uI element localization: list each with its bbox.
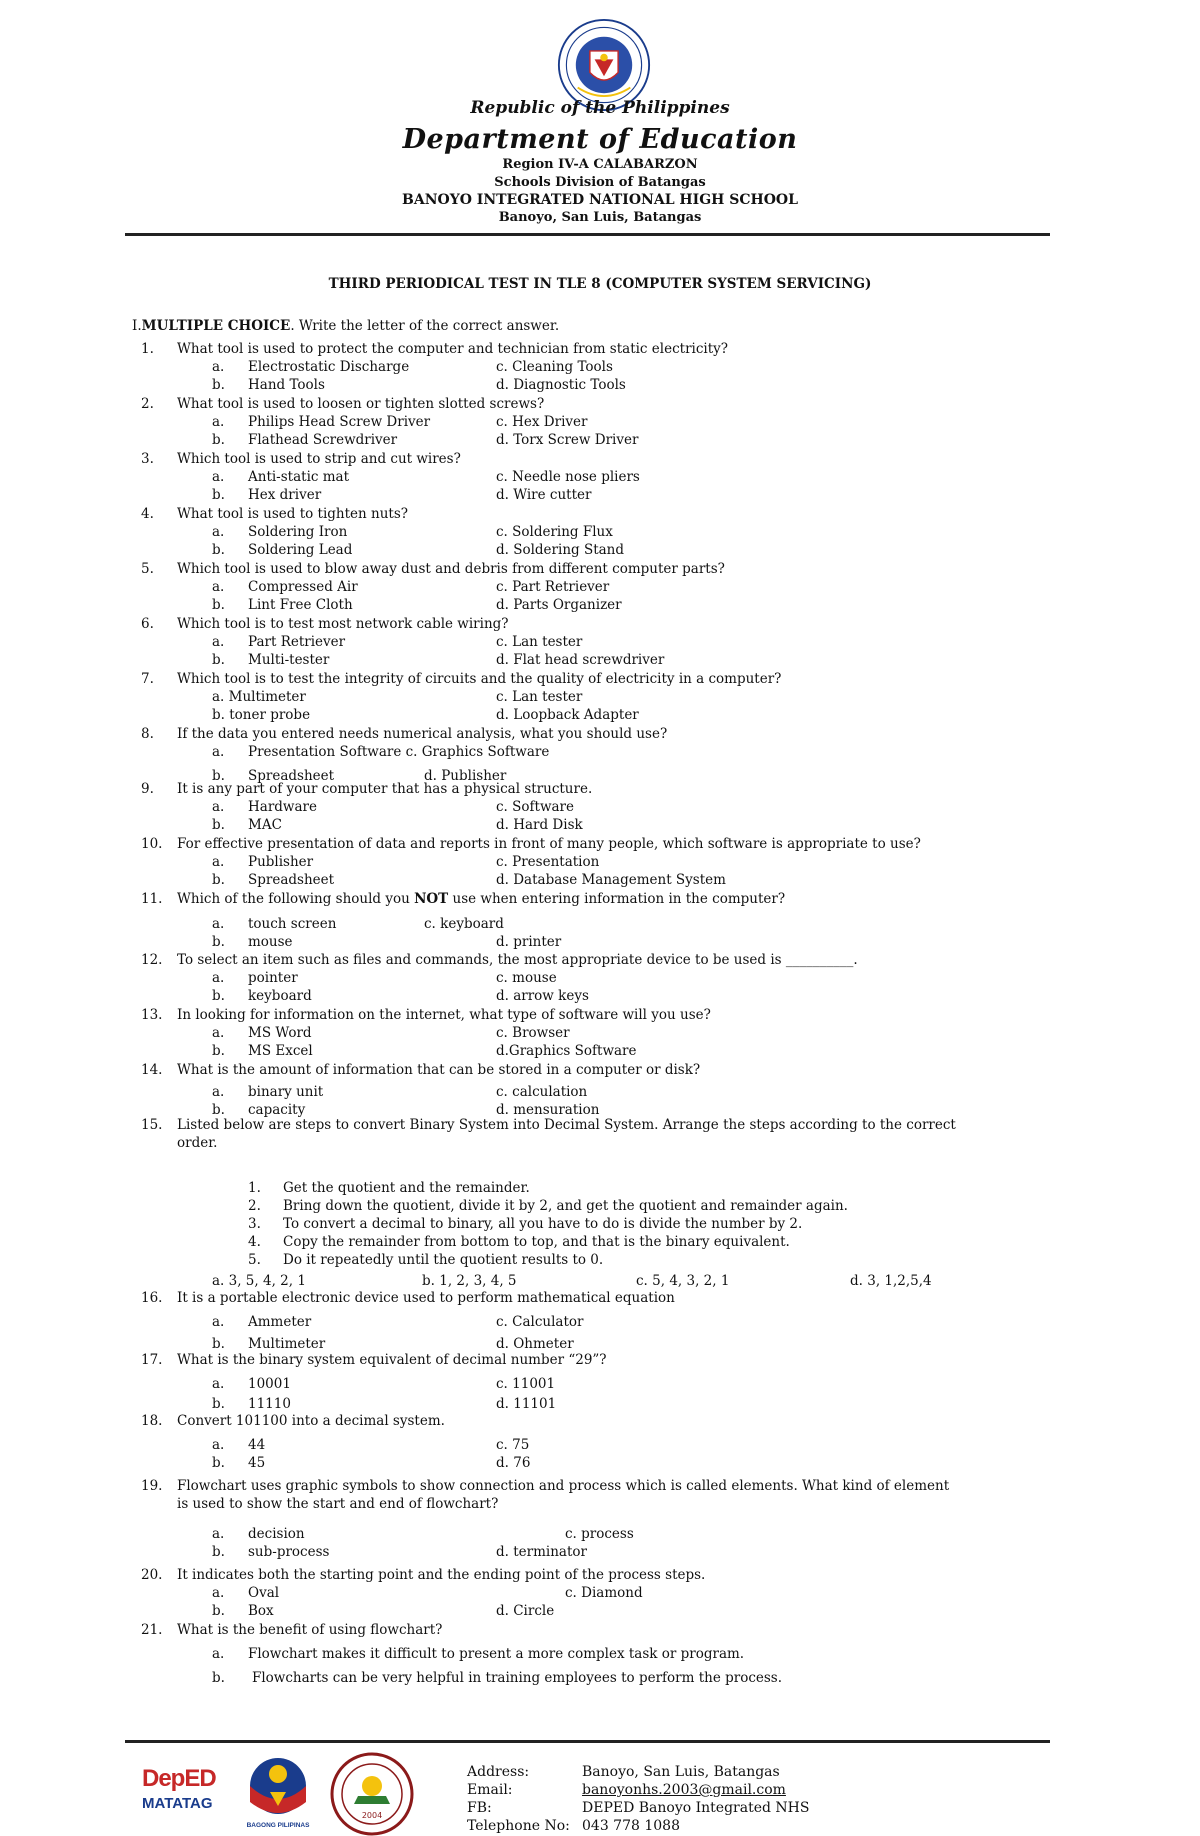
option-letter: a. Multimeter	[212, 689, 306, 705]
option-text: Soldering Iron	[248, 524, 348, 540]
option-letter: b.	[212, 1396, 225, 1412]
option-text: d. arrow keys	[496, 988, 589, 1004]
option-text: sub-process	[248, 1544, 330, 1560]
option-text: Multimeter	[248, 1336, 326, 1352]
question-text: It indicates both the starting point and the ending point of the process steps.	[177, 1567, 706, 1583]
option-letter: b.	[212, 768, 225, 784]
option-letter: b. toner probe	[212, 707, 311, 723]
footer-fb-label: FB:	[467, 1800, 492, 1816]
option-letter: a.	[212, 1646, 225, 1662]
question-text: For effective presentation of data and reports in front of many people, which software is appropriate to use?	[177, 836, 921, 852]
question-text: What is the amount of information that can be stored in a computer or disk?	[177, 1062, 701, 1078]
option-text: Hardware	[248, 799, 317, 815]
option-text: c. Lan tester	[496, 689, 583, 705]
option-text: Soldering Lead	[248, 542, 353, 558]
question-text: In looking for information on the internet, what type of software will you use?	[177, 1007, 711, 1023]
answer-choice: a. 3, 5, 4, 2, 1	[212, 1273, 306, 1289]
question-number: 4.	[141, 506, 154, 522]
option-text: MS Word	[248, 1025, 312, 1041]
question-text: What is the benefit of using flowchart?	[177, 1622, 443, 1638]
step-number: 4.	[248, 1234, 261, 1250]
school-address: Banoyo, San Luis, Batangas	[498, 210, 702, 225]
question-text: Which tool is used to strip and cut wires?	[177, 451, 461, 467]
step-number: 3.	[248, 1216, 261, 1232]
option-letter: a.	[212, 1084, 225, 1100]
option-text: Multi-tester	[248, 652, 330, 668]
option-text: binary unit	[248, 1084, 324, 1100]
option-text: Ammeter	[248, 1314, 312, 1330]
option-letter: b.	[212, 1043, 225, 1059]
section-instruction-text: . Write the letter of the correct answer.	[290, 318, 560, 334]
option-text: 45	[248, 1455, 266, 1471]
question-number: 10.	[141, 836, 163, 852]
option-letter: a.	[212, 1376, 225, 1392]
option-text: d. Hard Disk	[496, 817, 583, 833]
option-letter: a.	[212, 1025, 225, 1041]
question-text-continued: is used to show the start and end of flowchart?	[177, 1496, 499, 1512]
option-letter: a.	[212, 1585, 225, 1601]
option-text: d. Ohmeter	[496, 1336, 574, 1352]
question-number: 11.	[141, 891, 163, 907]
option-text: Compressed Air	[248, 579, 358, 595]
option-text: Spreadsheet	[248, 768, 335, 784]
option-text: d. Parts Organizer	[496, 597, 622, 613]
option-text: c. Calculator	[496, 1314, 584, 1330]
option-text: c. Lan tester	[496, 634, 583, 650]
option-letter: a.	[212, 1314, 225, 1330]
option-text: c. Cleaning Tools	[496, 359, 613, 375]
school-name: BANOYO INTEGRATED NATIONAL HIGH SCHOOL	[402, 192, 798, 208]
step-number: 1.	[248, 1180, 261, 1196]
option-text: d. Wire cutter	[496, 487, 592, 503]
option-letter: a.	[212, 359, 225, 375]
option-letter: b.	[212, 377, 225, 393]
question-text: What tool is used to protect the computer and technician from static electricity?	[177, 341, 729, 357]
option-letter: a.	[212, 854, 225, 870]
option-text: Hand Tools	[248, 377, 325, 393]
question-number: 3.	[141, 451, 154, 467]
option-text: c. Hex Driver	[496, 414, 588, 430]
section-instructions	[132, 318, 559, 334]
option-text: capacity	[248, 1102, 306, 1118]
question-text-continued: order.	[177, 1135, 218, 1151]
answer-choice: b. 1, 2, 3, 4, 5	[422, 1273, 517, 1289]
option-text: Flathead Screwdriver	[248, 432, 398, 448]
footer-phone-value: 043 778 1088	[582, 1818, 680, 1834]
option-text: Spreadsheet	[248, 872, 335, 888]
answer-choice: c. 5, 4, 3, 2, 1	[636, 1273, 730, 1289]
bagong-pilipinas-logo	[240, 1752, 316, 1830]
region-heading: Region IV-A CALABARZON	[502, 157, 698, 172]
option-letter: b.	[212, 1102, 225, 1118]
option-letter: a.	[212, 744, 225, 760]
option-letter: b.	[212, 1455, 225, 1471]
option-text: 10001	[248, 1376, 291, 1392]
option-letter: b.	[212, 934, 225, 950]
footer-email-link[interactable]: banoyonhs.2003@gmail.com	[582, 1782, 786, 1798]
question-text-emphasis: NOT	[414, 891, 449, 907]
option-text: Hex driver	[248, 487, 322, 503]
question-text: To select an item such as files and commands, the most appropriate device to be used is __________.	[177, 952, 858, 968]
option-letter: a.	[212, 916, 225, 932]
section-heading: MULTIPLE CHOICE	[141, 318, 291, 334]
option-text: d. 11101	[496, 1396, 557, 1412]
question-text: Convert 101100 into a decimal system.	[177, 1413, 445, 1429]
option-letter: b.	[212, 1603, 225, 1619]
department-heading: Department of Education	[402, 124, 798, 155]
question-text: What is the binary system equivalent of decimal number “29”?	[177, 1352, 607, 1368]
republic-heading: Republic of the Philippines	[470, 98, 730, 118]
option-text: c. keyboard	[424, 916, 504, 932]
option-text: d. Database Management System	[496, 872, 726, 888]
option-text: keyboard	[248, 988, 312, 1004]
step-text: Copy the remainder from bottom to top, and that is the binary equivalent.	[283, 1234, 790, 1250]
option-text: c. mouse	[496, 970, 557, 986]
step-number: 5.	[248, 1252, 261, 1268]
question-text: If the data you entered needs numerical analysis, what you should use?	[177, 726, 668, 742]
question-number: 12.	[141, 952, 163, 968]
option-text: d.Graphics Software	[496, 1043, 637, 1059]
option-text: d. printer	[496, 934, 562, 950]
option-letter: a.	[212, 970, 225, 986]
deped-logo-text: DepED	[142, 1765, 216, 1792]
question-text: Which tool is used to blow away dust and debris from different computer parts?	[177, 561, 725, 577]
footer-email-label: Email:	[467, 1782, 513, 1798]
question-text: Which tool is to test the integrity of circuits and the quality of electricity in a computer?	[177, 671, 782, 687]
question-text: It is any part of your computer that has a physical structure.	[177, 781, 593, 797]
option-text: 11110	[248, 1396, 291, 1412]
division-heading: Schools Division of Batangas	[494, 175, 706, 190]
option-text: Philips Head Screw Driver	[248, 414, 431, 430]
option-letter: a.	[212, 469, 225, 485]
option-letter: a.	[212, 524, 225, 540]
option-text: c. Presentation	[496, 854, 600, 870]
option-text: Box	[248, 1603, 274, 1619]
option-letter: b.	[212, 817, 225, 833]
option-text: c. Part Retriever	[496, 579, 610, 595]
option-text: d. 76	[496, 1455, 531, 1471]
question-number: 18.	[141, 1413, 163, 1429]
option-letter: a.	[212, 579, 225, 595]
option-text: Anti-static mat	[248, 469, 350, 485]
option-text: c. Soldering Flux	[496, 524, 613, 540]
step-text: Get the quotient and the remainder.	[283, 1180, 530, 1196]
option-text: Flowcharts can be very helpful in training employees to perform the process.	[252, 1670, 783, 1686]
option-text: Presentation Software c. Graphics Software	[248, 744, 550, 760]
option-letter: a.	[212, 799, 225, 815]
option-text: d. Loopback Adapter	[496, 707, 639, 723]
option-text: c. Browser	[496, 1025, 570, 1041]
question-number: 15.	[141, 1117, 163, 1133]
footer-address-label: Address:	[467, 1764, 530, 1780]
question-number: 1.	[141, 341, 154, 357]
step-text: Bring down the quotient, divide it by 2, and get the quotient and remainder again.	[283, 1198, 848, 1214]
deped-matatag-logo	[142, 1765, 224, 1825]
question-number: 9.	[141, 781, 154, 797]
option-letter: b.	[212, 1670, 225, 1686]
option-letter: b.	[212, 1336, 225, 1352]
option-text: decision	[248, 1526, 305, 1542]
matatag-text: MATATAG	[142, 1795, 213, 1812]
question-text: It is a portable electronic device used to perform mathematical equation	[177, 1290, 675, 1306]
option-text: d. Circle	[496, 1603, 555, 1619]
option-text: Oval	[248, 1585, 280, 1601]
question-number: 20.	[141, 1567, 163, 1583]
option-text: c. Needle nose pliers	[496, 469, 640, 485]
question-text: What tool is used to loosen or tighten slotted screws?	[177, 396, 545, 412]
option-letter: b.	[212, 487, 225, 503]
question-number: 6.	[141, 616, 154, 632]
option-text: Electrostatic Discharge	[248, 359, 410, 375]
question-number: 2.	[141, 396, 154, 412]
option-text: d. Diagnostic Tools	[496, 377, 626, 393]
option-text: c. 75	[496, 1437, 530, 1453]
question-text: What tool is used to tighten nuts?	[177, 506, 409, 522]
step-number: 2.	[248, 1198, 261, 1214]
school-seal-year: 2004	[361, 1811, 383, 1820]
option-text: d. mensuration	[496, 1102, 600, 1118]
option-letter: a.	[212, 1526, 225, 1542]
question-text-post: use when entering information in the computer?	[448, 891, 786, 907]
question-text-pre: Which of the following should you	[177, 891, 415, 907]
option-letter: b.	[212, 988, 225, 1004]
option-letter: b.	[212, 597, 225, 613]
option-text: d. Publisher	[424, 768, 507, 784]
question-number: 13.	[141, 1007, 163, 1023]
question-number: 5.	[141, 561, 154, 577]
question-text: Which tool is to test most network cable wiring?	[177, 616, 509, 632]
test-title: THIRD PERIODICAL TEST IN TLE 8 (COMPUTER SYSTEM SERVICING)	[328, 276, 872, 292]
question-number: 14.	[141, 1062, 163, 1078]
option-text: c. Software	[496, 799, 574, 815]
option-letter: b.	[212, 872, 225, 888]
question-text: Flowchart uses graphic symbols to show connection and process which is called elements. What kind of element	[177, 1478, 950, 1494]
option-text: c. calculation	[496, 1084, 588, 1100]
option-text: Lint Free Cloth	[248, 597, 353, 613]
option-text: touch screen	[248, 916, 337, 932]
step-text: To convert a decimal to binary, all you have to do is divide the number by 2.	[283, 1216, 803, 1232]
question-number: 21.	[141, 1622, 163, 1638]
option-letter: a.	[212, 414, 225, 430]
option-text: Part Retriever	[248, 634, 346, 650]
option-text: MS Excel	[248, 1043, 313, 1059]
option-text: MAC	[248, 817, 282, 833]
header-rule	[125, 233, 1050, 236]
bagong-text: BAGONG PILIPINAS	[246, 1822, 310, 1829]
option-letter: b.	[212, 542, 225, 558]
option-text: 44	[248, 1437, 266, 1453]
option-text: c. 11001	[496, 1376, 556, 1392]
option-text: Flowchart makes it difficult to present a more complex task or program.	[248, 1646, 745, 1662]
question-number: 7.	[141, 671, 154, 687]
option-text: d. Torx Screw Driver	[496, 432, 639, 448]
option-text: pointer	[248, 970, 298, 986]
option-text: c. process	[565, 1526, 634, 1542]
option-letter: a.	[212, 634, 225, 650]
option-letter: b.	[212, 652, 225, 668]
question-text: Listed below are steps to convert Binary System into Decimal System. Arrange the steps according to the correct	[177, 1117, 956, 1133]
school-seal-logo	[330, 1752, 414, 1836]
step-text: Do it repeatedly until the quotient results to 0.	[283, 1252, 604, 1268]
section-prefix: I.	[132, 318, 142, 334]
footer-fb-value: DEPED Banoyo Integrated NHS	[582, 1800, 810, 1816]
question-number: 19.	[141, 1478, 163, 1494]
footer-rule	[125, 1740, 1050, 1743]
option-letter: b.	[212, 432, 225, 448]
option-text: d. Soldering Stand	[496, 542, 625, 558]
option-text: mouse	[248, 934, 293, 950]
answer-choice: d. 3, 1,2,5,4	[850, 1273, 932, 1289]
option-text: d. Flat head screwdriver	[496, 652, 665, 668]
question-number: 16.	[141, 1290, 163, 1306]
question-text	[177, 890, 785, 908]
option-text: c. Diamond	[565, 1585, 643, 1601]
option-letter: a.	[212, 1437, 225, 1453]
option-letter: b.	[212, 1544, 225, 1560]
question-number: 17.	[141, 1352, 163, 1368]
option-text: Publisher	[248, 854, 314, 870]
footer-phone-label: Telephone No:	[467, 1818, 570, 1834]
option-text: d. terminator	[496, 1544, 587, 1560]
footer-address-value: Banoyo, San Luis, Batangas	[582, 1764, 780, 1780]
question-number: 8.	[141, 726, 154, 742]
